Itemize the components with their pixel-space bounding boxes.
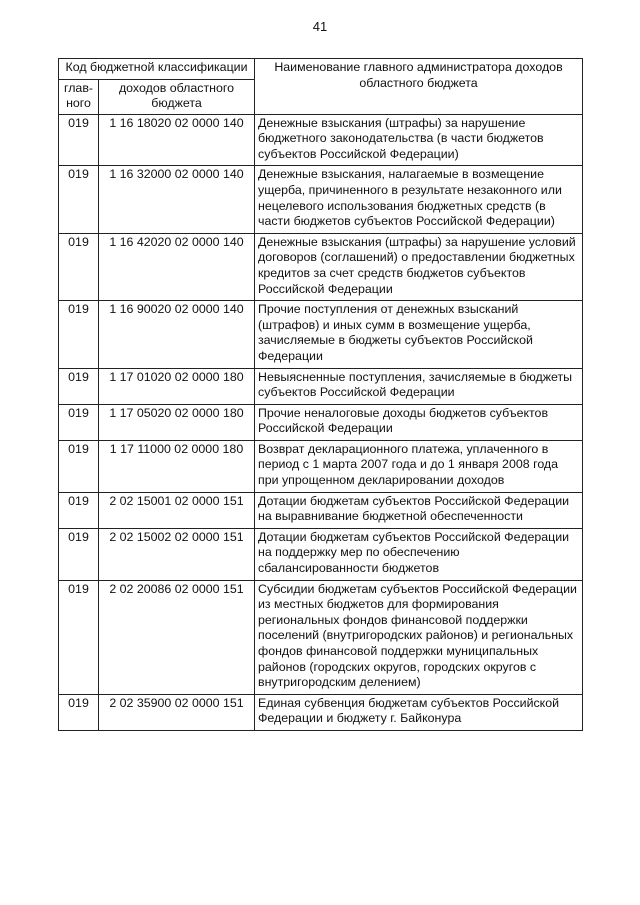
table-row — [59, 166, 583, 233]
table-row — [59, 694, 583, 730]
header-main-admin: глав- ного — [59, 79, 99, 114]
admin-code-cell: 019 — [59, 404, 99, 440]
table-row — [59, 301, 583, 368]
table-row — [59, 580, 583, 694]
income-code-cell: 1 16 18020 02 0000 140 — [99, 114, 255, 166]
income-name-cell: Денежные взыскания (штрафы) за нарушение бюджетного законодательства (в части бюджетов субъектов Российской Федерации) — [255, 114, 583, 166]
table-header — [59, 59, 583, 115]
income-code-cell: 2 02 15001 02 0000 151 — [99, 492, 255, 528]
admin-code-cell: 019 — [59, 166, 99, 233]
income-code-cell: 2 02 15002 02 0000 151 — [99, 528, 255, 580]
income-name-cell: Возврат декларационного платежа, уплаченного в период с 1 марта 2007 года и до 1 января 2008 года при упрощенном декларировании доходов — [255, 440, 583, 492]
header-admin-name: Наименование главного администратора доходов областного бюджета — [255, 59, 583, 115]
income-code-cell: 1 17 11000 02 0000 180 — [99, 440, 255, 492]
income-code-cell: 1 16 90020 02 0000 140 — [99, 301, 255, 368]
income-code-cell: 1 17 05020 02 0000 180 — [99, 404, 255, 440]
table-row — [59, 440, 583, 492]
table-row — [59, 404, 583, 440]
table-body — [59, 114, 583, 730]
admin-code-cell: 019 — [59, 368, 99, 404]
income-code-cell: 1 16 32000 02 0000 140 — [99, 166, 255, 233]
income-name-cell: Дотации бюджетам субъектов Российской Федерации на выравнивание бюджетной обеспеченности — [255, 492, 583, 528]
admin-code-cell: 019 — [59, 492, 99, 528]
income-name-cell: Единая субвенция бюджетам субъектов Российской Федерации и бюджету г. Байконура — [255, 694, 583, 730]
income-name-cell: Денежные взыскания (штрафы) за нарушение условий договоров (соглашений) о предоставлении бюджетных кредитов за счет средств бюджетов субъектов Российской Федерации — [255, 233, 583, 300]
budget-classification-table — [58, 58, 583, 731]
page-number: 41 — [312, 19, 328, 34]
income-name-cell: Невыясненные поступления, зачисляемые в бюджеты субъектов Российской Федерации — [255, 368, 583, 404]
admin-code-cell: 019 — [59, 694, 99, 730]
admin-code-cell: 019 — [59, 528, 99, 580]
income-name-cell: Прочие неналоговые доходы бюджетов субъектов Российской Федерации — [255, 404, 583, 440]
income-code-cell: 1 16 42020 02 0000 140 — [99, 233, 255, 300]
income-name-cell: Субсидии бюджетам субъектов Российской Федерации из местных бюджетов для формирования региональных фондов финансовой поддержки поселений (внутригородских районов) и региональных фондов финансовой поддержки муниципальных районов (городских округов, городских округов с внутригородским делением) — [255, 580, 583, 694]
income-code-cell: 2 02 20086 02 0000 151 — [99, 580, 255, 694]
table-row — [59, 368, 583, 404]
income-code-cell: 1 17 01020 02 0000 180 — [99, 368, 255, 404]
table-row — [59, 114, 583, 166]
income-name-cell: Дотации бюджетам субъектов Российской Федерации на поддержку мер по обеспечению сбалансированности бюджетов — [255, 528, 583, 580]
admin-code-cell: 019 — [59, 114, 99, 166]
income-code-cell: 2 02 35900 02 0000 151 — [99, 694, 255, 730]
table-row — [59, 528, 583, 580]
admin-code-cell: 019 — [59, 580, 99, 694]
header-income-code: доходов областного бюджета — [99, 79, 255, 114]
header-group-code: Код бюджетной классификации — [59, 59, 255, 80]
table-row — [59, 233, 583, 300]
income-name-cell: Денежные взыскания, налагаемые в возмещение ущерба, причиненного в результате незаконного или нецелевого использования бюджетных средств (в части бюджетов субъектов Российской Федерации) — [255, 166, 583, 233]
admin-code-cell: 019 — [59, 233, 99, 300]
table-row — [59, 492, 583, 528]
income-name-cell: Прочие поступления от денежных взысканий (штрафов) и иных сумм в возмещение ущерба, зачисляемые в бюджеты субъектов Российской Федерации — [255, 301, 583, 368]
admin-code-cell: 019 — [59, 301, 99, 368]
admin-code-cell: 019 — [59, 440, 99, 492]
